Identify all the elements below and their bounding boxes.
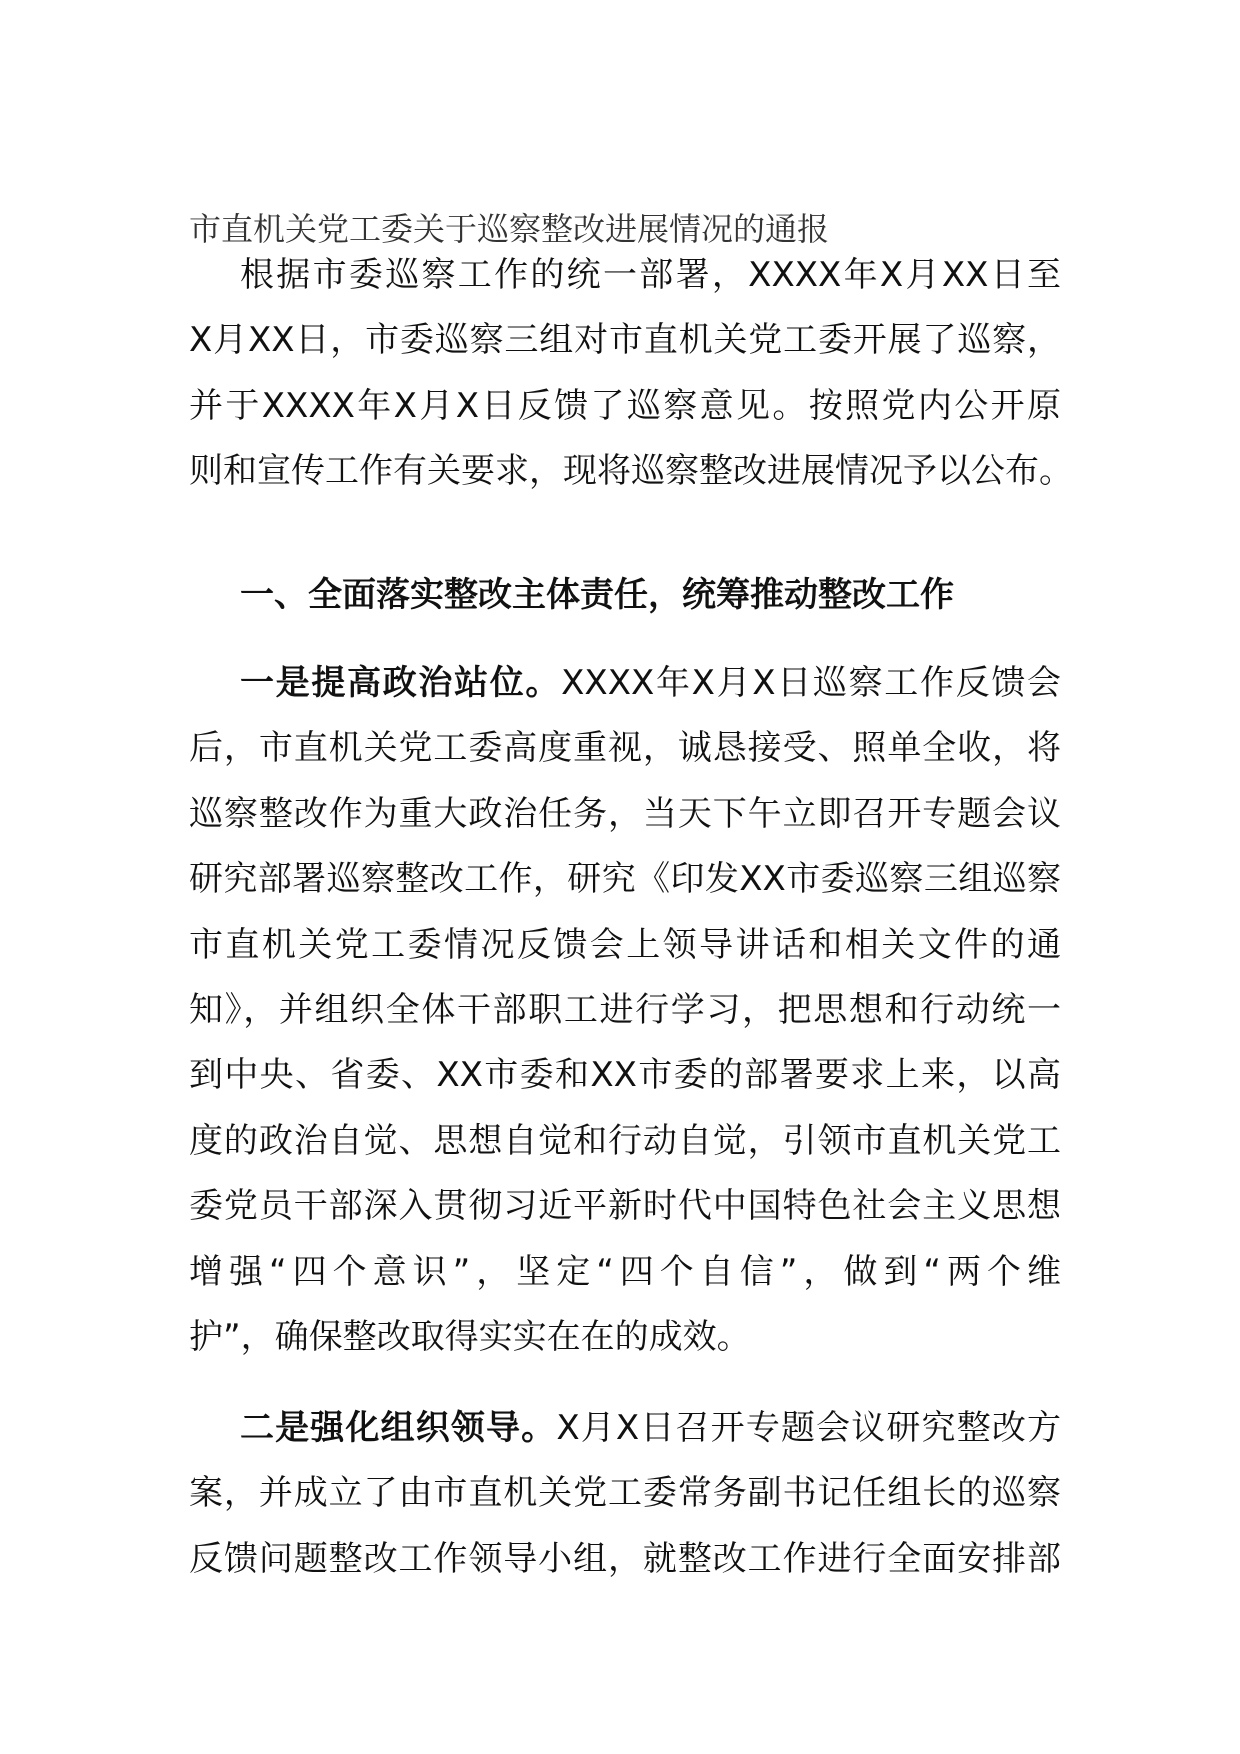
point-lead: 二是强化组织领导。 <box>240 1408 557 1448</box>
point-text: XXXX年X月X日巡察工作反馈会 <box>561 663 1061 703</box>
intro-paragraph <box>189 243 1073 505</box>
paragraph-line: 护”，确保整改取得实实在在的成效。 <box>189 1316 751 1357</box>
paragraph-line: 知》，并组织全体干部职工进行学习，把思想和行动统一 <box>189 989 1061 1030</box>
point2-paragraph <box>189 1396 1061 1592</box>
paragraph-line: 反馈问题整改工作领导小组，就整改工作进行全面安排部 <box>189 1538 1061 1579</box>
paragraph-line: 增强“四个意识”，坚定“四个自信”，做到“两个维 <box>189 1251 1061 1292</box>
paragraph-line: X月XX日，市委巡察三组对市直机关党工委开展了巡察， <box>189 320 1061 361</box>
paragraph-line: 委党员干部深入贯彻习近平新时代中国特色社会主义思想 <box>189 1186 1061 1227</box>
point-lead: 一是提高政治站位。 <box>240 663 562 703</box>
paragraph-line: 到中央、省委、XX市委和XX市委的部署要求上来，以高 <box>189 1055 1061 1096</box>
paragraph-line <box>189 1396 1061 1461</box>
paragraph-line: 巡察整改作为重大政治任务，当天下午立即召开专题会议 <box>189 793 1061 834</box>
section-heading: 一、全面落实整改主体责任，统筹推动整改工作 <box>240 575 954 615</box>
paragraph-line <box>189 651 1061 716</box>
point1-paragraph <box>189 651 1061 1370</box>
document-title: 市直机关党工委关于巡察整改进展情况的通报 <box>189 210 830 248</box>
paragraph-line: 度的政治自觉、思想自觉和行动自觉，引领市直机关党工 <box>189 1120 1061 1161</box>
paragraph-line: 案，并成立了由市直机关党工委常务副书记任组长的巡察 <box>189 1473 1061 1514</box>
point-text: X月X日召开专题会议研究整改方 <box>556 1408 1062 1448</box>
paragraph-line: 则和宣传工作有关要求，现将巡察整改进展情况予以公布。 <box>189 451 1073 492</box>
paragraph-line: 研究部署巡察整改工作，研究《印发XX市委巡察三组巡察 <box>189 859 1061 900</box>
paragraph-line: 后，市直机关党工委高度重视，诚恳接受、照单全收，将 <box>189 728 1061 769</box>
paragraph-line: 根据市委巡察工作的统一部署，XXXX年X月XX日至 <box>240 255 1061 295</box>
paragraph-line: 市直机关党工委情况反馈会上领导讲话和相关文件的通 <box>189 924 1061 965</box>
paragraph-line: 并于XXXX年X月X日反馈了巡察意见。按照党内公开原 <box>189 385 1061 426</box>
